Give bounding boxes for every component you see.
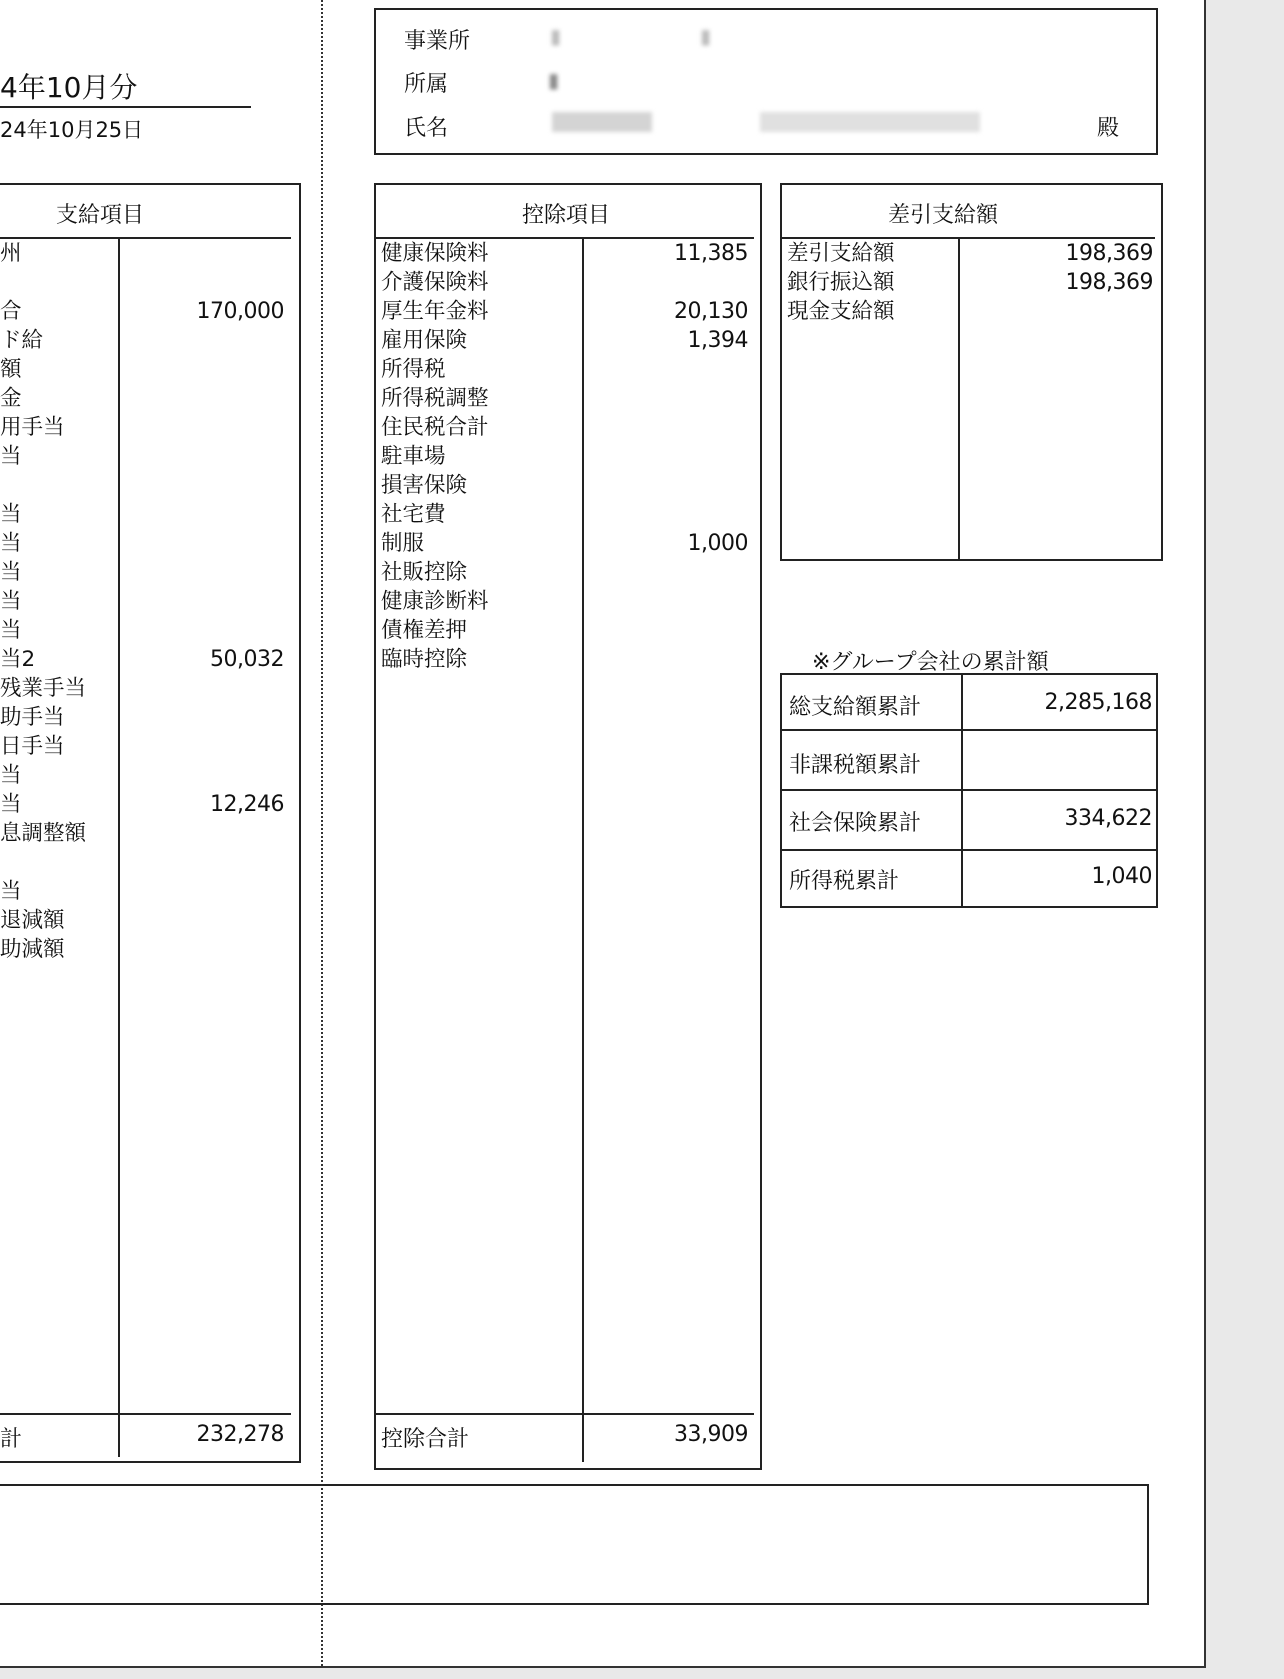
deduction-item-value: 20,130 xyxy=(674,299,748,324)
deduction-item-value: 11,385 xyxy=(674,241,748,266)
deduction-item-value xyxy=(600,500,748,529)
deduction-item-label: 駐車場 xyxy=(381,444,446,469)
net-item-label: 銀行振込額 xyxy=(787,270,895,295)
net-item-value xyxy=(970,297,1153,326)
earnings-item-label: 金 xyxy=(0,386,22,411)
deduction-item-value xyxy=(600,645,748,674)
deductions-labels xyxy=(381,239,489,674)
deduction-item-value: 1,394 xyxy=(687,328,748,353)
deduction-item-label: 厚生年金料 xyxy=(381,299,489,324)
deduction-item-label: 所得税 xyxy=(381,357,446,382)
deduction-item-label: 介護保険料 xyxy=(381,270,489,295)
pay-period: 4年10月分 xyxy=(0,71,138,104)
net-labels xyxy=(787,239,895,326)
deduction-item-value xyxy=(600,442,748,471)
deduction-item-label: 雇用保険 xyxy=(381,328,468,353)
earnings-item-label xyxy=(0,848,86,877)
earnings-divider xyxy=(118,237,120,1457)
net-item-value: 198,369 xyxy=(1065,241,1153,266)
deductions-divider xyxy=(582,237,584,1462)
earnings-item-value xyxy=(140,616,284,645)
earnings-item-label: 当 xyxy=(0,879,22,904)
earnings-item-value xyxy=(140,529,284,558)
earnings-item-value xyxy=(140,761,284,790)
earnings-item-label: 当 xyxy=(0,618,22,643)
earnings-total-line xyxy=(0,1413,291,1415)
earnings-item-value xyxy=(140,239,284,268)
deduction-item-value xyxy=(600,384,748,413)
earnings-item-label: 退減額 xyxy=(0,908,65,933)
earnings-item-label: 助手当 xyxy=(0,705,65,730)
earnings-item-label: ド給 xyxy=(0,328,44,353)
earnings-item-label xyxy=(0,471,86,500)
earnings-item-value xyxy=(140,413,284,442)
period-underline xyxy=(0,106,251,108)
earnings-labels xyxy=(0,239,86,964)
deductions-values xyxy=(600,239,748,674)
deduction-item-value: 1,000 xyxy=(687,531,748,556)
earnings-item-label: 当 xyxy=(0,763,22,788)
cumulative-label: 非課税額累計 xyxy=(789,753,922,778)
earnings-item-value xyxy=(140,326,284,355)
earnings-item-value xyxy=(140,819,284,848)
cumulative-label: 所得税累計 xyxy=(789,869,900,894)
redacted-dept: ▮ xyxy=(548,68,560,92)
cut-line xyxy=(321,0,323,1666)
deduction-item-label: 健康診断料 xyxy=(381,589,489,614)
deductions-total-value: 33,909 xyxy=(674,1422,748,1447)
earnings-item-value: 170,000 xyxy=(196,299,284,324)
cumulative-label: 総支給額累計 xyxy=(789,695,922,720)
net-item-label: 現金支給額 xyxy=(787,299,895,324)
earnings-item-value xyxy=(140,268,284,297)
net-item-label: 差引支給額 xyxy=(787,241,895,266)
earnings-item-value xyxy=(140,877,284,906)
earnings-item-value xyxy=(140,732,284,761)
cumulative-row-line xyxy=(782,789,1156,791)
earnings-item-value xyxy=(140,500,284,529)
earnings-item-label: 当 xyxy=(0,531,22,556)
deductions-total-line xyxy=(376,1413,754,1415)
earnings-values xyxy=(140,239,284,964)
earnings-item-label: 助減額 xyxy=(0,937,65,962)
earnings-total-value: 232,278 xyxy=(196,1422,284,1447)
cumulative-value: 334,622 xyxy=(1064,806,1152,831)
earnings-item-label: 額 xyxy=(0,357,22,382)
earnings-item-label xyxy=(0,268,86,297)
earnings-item-label: 日手当 xyxy=(0,734,65,759)
redacted-employee-id xyxy=(552,112,652,132)
earnings-item-label: 当 xyxy=(0,792,22,817)
earnings-item-label: 用手当 xyxy=(0,415,65,440)
earnings-total-label: 計 xyxy=(0,1427,23,1452)
deduction-item-value xyxy=(600,413,748,442)
deduction-item-value xyxy=(600,616,748,645)
redacted-employee-name xyxy=(760,112,980,132)
deduction-item-label: 損害保険 xyxy=(381,473,468,498)
deduction-item-value xyxy=(600,587,748,616)
deduction-item-value xyxy=(600,558,748,587)
net-item-value: 198,369 xyxy=(1065,270,1153,295)
net-pay-title: 差引支給額 xyxy=(888,203,999,228)
deductions-total-label: 控除合計 xyxy=(381,1427,470,1452)
earnings-item-value xyxy=(140,587,284,616)
deduction-item-label: 臨時控除 xyxy=(381,647,468,672)
cumulative-row-line xyxy=(782,729,1156,731)
earnings-item-label: 合 xyxy=(0,299,22,324)
deduction-item-value xyxy=(600,355,748,384)
redacted-office-2: ▮ xyxy=(700,24,712,48)
deduction-item-label: 所得税調整 xyxy=(381,386,489,411)
deduction-item-label: 社宅費 xyxy=(381,502,446,527)
honorific: 殿 xyxy=(1097,116,1120,141)
earnings-item-label: 州 xyxy=(0,241,22,266)
deduction-item-label: 制服 xyxy=(381,531,425,556)
earnings-title: 支給項目 xyxy=(56,203,145,228)
earnings-item-label: 当 xyxy=(0,589,22,614)
deduction-item-label: 債権差押 xyxy=(381,618,468,643)
earnings-item-value xyxy=(140,355,284,384)
dept-label: 所属 xyxy=(404,72,449,97)
redacted-office: ▮ xyxy=(550,24,562,48)
cumulative-label: 社会保険累計 xyxy=(789,811,922,836)
earnings-item-label: 残業手当 xyxy=(0,676,87,701)
earnings-item-value xyxy=(140,935,284,964)
deduction-item-label: 社販控除 xyxy=(381,560,468,585)
deduction-item-label: 住民税合計 xyxy=(381,415,489,440)
earnings-item-value xyxy=(140,703,284,732)
cumulative-row-line xyxy=(782,849,1156,851)
earnings-item-value xyxy=(140,674,284,703)
earnings-item-label: 当 xyxy=(0,444,22,469)
earnings-item-value xyxy=(140,384,284,413)
office-label: 事業所 xyxy=(404,29,471,54)
remarks-box xyxy=(0,1484,1149,1605)
net-values xyxy=(970,239,1153,326)
earnings-item-label: 当 xyxy=(0,502,22,527)
cumulative-value: 2,285,168 xyxy=(1044,690,1152,715)
earnings-item-label: 当2 xyxy=(0,647,36,672)
earnings-item-value: 12,246 xyxy=(210,792,284,817)
pay-date: 24年10月25日 xyxy=(0,118,144,142)
cumulative-note: ※グループ会社の累計額 xyxy=(812,650,1049,675)
earnings-item-value xyxy=(140,906,284,935)
deduction-item-value xyxy=(600,268,748,297)
earnings-item-value xyxy=(140,471,284,500)
deduction-item-label: 健康保険料 xyxy=(381,241,489,266)
earnings-item-value: 50,032 xyxy=(210,647,284,672)
deductions-title: 控除項目 xyxy=(522,203,611,228)
earnings-item-value xyxy=(140,848,284,877)
earnings-item-label: 当 xyxy=(0,560,22,585)
net-divider xyxy=(958,237,960,559)
earnings-item-label: 息調整額 xyxy=(0,821,87,846)
earnings-item-value xyxy=(140,442,284,471)
cumulative-value: 1,040 xyxy=(1091,864,1152,889)
earnings-item-value xyxy=(140,558,284,587)
deduction-item-value xyxy=(600,471,748,500)
name-label: 氏名 xyxy=(404,116,449,141)
